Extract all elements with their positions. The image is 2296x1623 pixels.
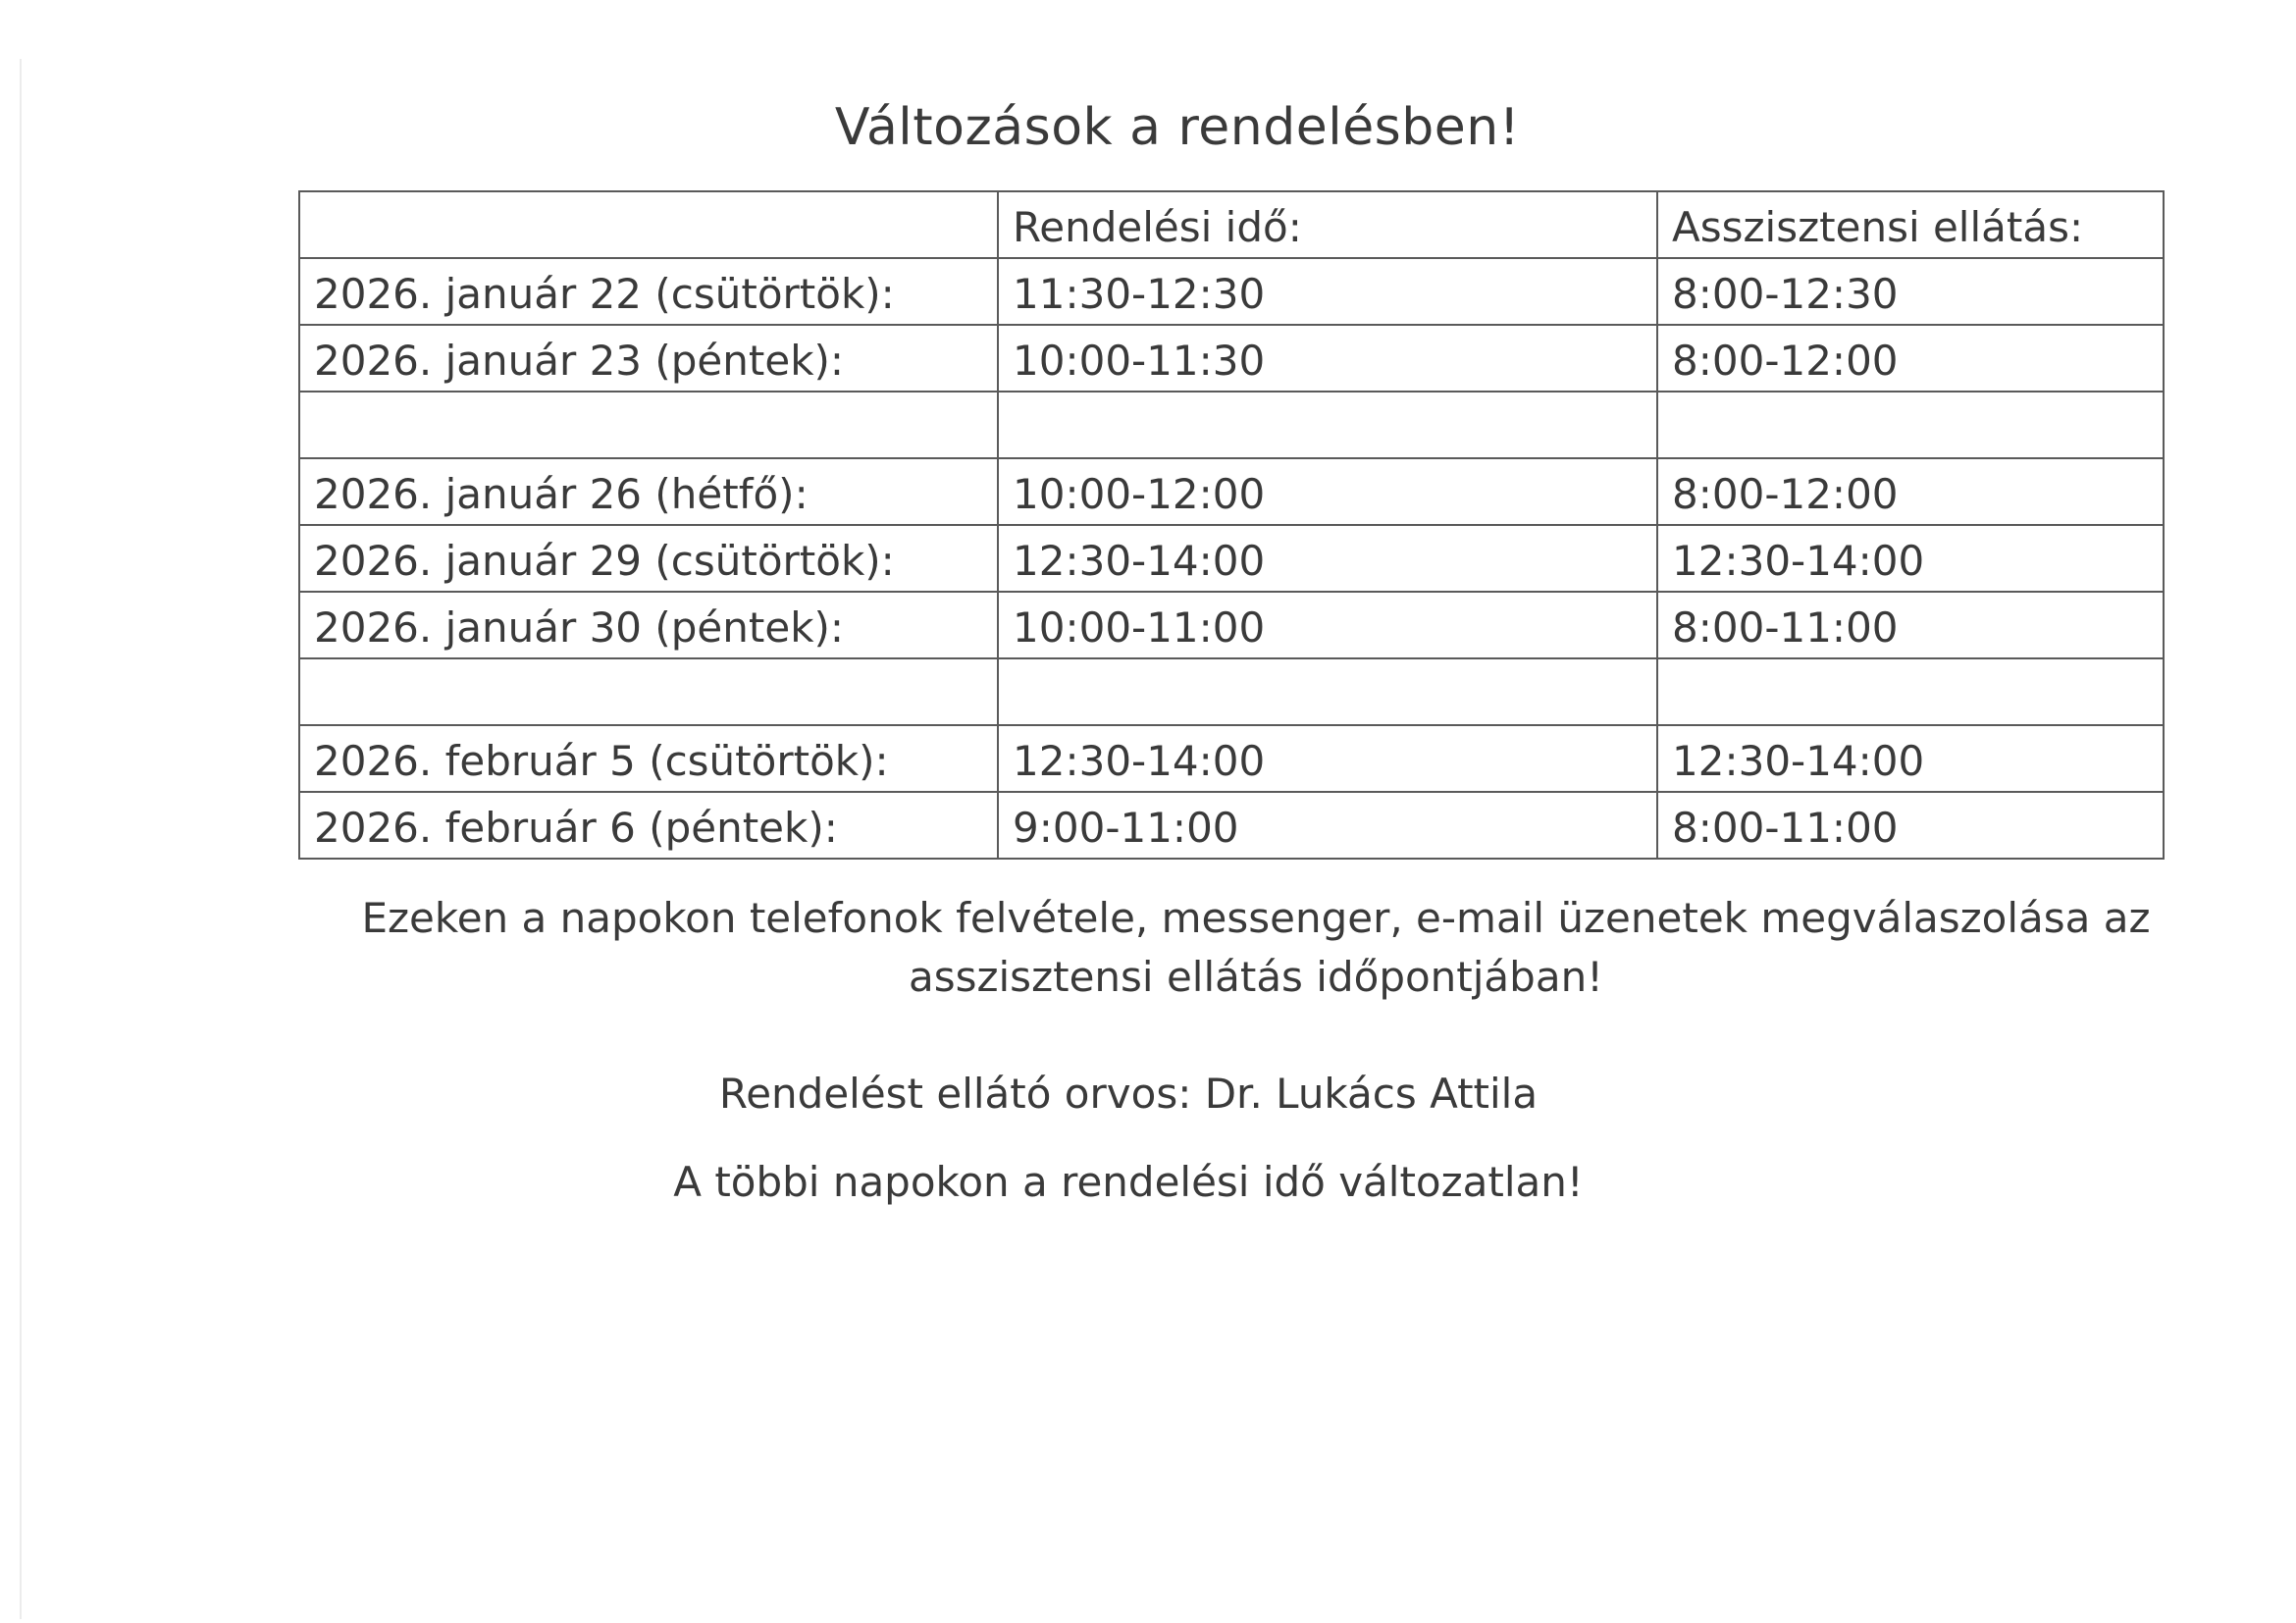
assistant-hours-cell: 8:00-11:00: [1657, 592, 2164, 658]
date-cell: 2026. január 26 (hétfő):: [299, 458, 998, 525]
office-hours-cell: [998, 392, 1657, 458]
table-row: [299, 258, 2164, 325]
table-row-empty: [299, 392, 2164, 458]
table-header-row: [299, 191, 2164, 258]
table-row: [299, 792, 2164, 859]
office-hours-cell: [998, 658, 1657, 725]
contact-note-line-1: Ezeken a napokon telefonok felvétele, messenger, e-mail üzenetek megválaszolása az: [361, 894, 2151, 942]
header-cell: [299, 191, 998, 258]
office-hours-cell: 11:30-12:30: [998, 258, 1657, 325]
date-cell: 2026. február 6 (péntek):: [299, 792, 998, 859]
assistant-hours-cell: [1657, 658, 2164, 725]
office-hours-cell: 9:00-11:00: [998, 792, 1657, 859]
schedule-table: [298, 190, 2165, 860]
page-title: Változások a rendelésben!: [834, 98, 1521, 157]
table-row: [299, 592, 2164, 658]
date-cell: 2026. január 30 (péntek):: [299, 592, 998, 658]
assistant-hours-cell: 8:00-11:00: [1657, 792, 2164, 859]
office-hours-cell: 12:30-14:00: [998, 725, 1657, 792]
date-cell: 2026. január 22 (csütörtök):: [299, 258, 998, 325]
table-row: [299, 725, 2164, 792]
date-cell: 2026. február 5 (csütörtök):: [299, 725, 998, 792]
date-cell: 2026. január 29 (csütörtök):: [299, 525, 998, 592]
date-cell: [299, 658, 998, 725]
contact-note-line-2: asszisztensi ellátás időpontjában!: [908, 953, 1604, 1001]
header-cell-asszisztensi-ellatas: Asszisztensi ellátás:: [1657, 191, 2164, 258]
header-cell-rendelesi-ido: Rendelési idő:: [998, 191, 1657, 258]
page-edge: [20, 59, 22, 1619]
date-cell: [299, 392, 998, 458]
assistant-hours-cell: 8:00-12:00: [1657, 325, 2164, 392]
table-row-empty: [299, 658, 2164, 725]
office-hours-cell: 12:30-14:00: [998, 525, 1657, 592]
assistant-hours-cell: 8:00-12:00: [1657, 458, 2164, 525]
footer-note: A többi napokon a rendelési idő változatlan!: [673, 1158, 1584, 1206]
assistant-hours-cell: 12:30-14:00: [1657, 725, 2164, 792]
doctor-line: Rendelést ellátó orvos: Dr. Lukács Attila: [718, 1070, 1539, 1118]
office-hours-cell: 10:00-12:00: [998, 458, 1657, 525]
table-row: [299, 525, 2164, 592]
table-row: [299, 458, 2164, 525]
assistant-hours-cell: [1657, 392, 2164, 458]
assistant-hours-cell: 12:30-14:00: [1657, 525, 2164, 592]
table-row: [299, 325, 2164, 392]
assistant-hours-cell: 8:00-12:30: [1657, 258, 2164, 325]
office-hours-cell: 10:00-11:00: [998, 592, 1657, 658]
contact-note: [294, 889, 2218, 1007]
date-cell: 2026. január 23 (péntek):: [299, 325, 998, 392]
office-hours-cell: 10:00-11:30: [998, 325, 1657, 392]
